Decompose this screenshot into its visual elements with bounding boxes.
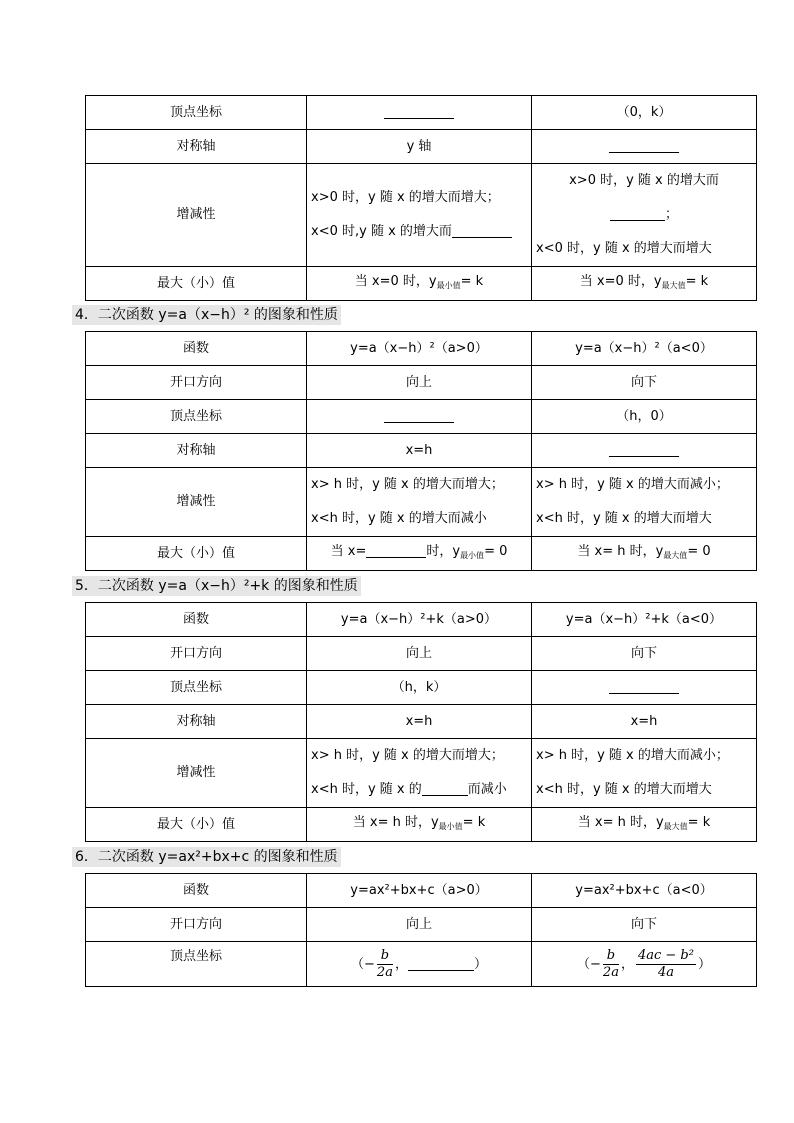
- monotonicity-line-2: [536, 198, 752, 232]
- table-y-a-x-h-squared: [85, 331, 757, 571]
- subscript: 最大值: [661, 280, 686, 290]
- extremum-value: = 0: [484, 543, 508, 559]
- numerator: 4ac − b²: [637, 947, 694, 963]
- axis-blank-cell: [532, 434, 757, 468]
- subscript: 最小值: [438, 821, 463, 831]
- monotonicity-text: x<0 时,y 随 x 的增大而: [311, 224, 452, 239]
- section-heading-6: 6．二次函数 y=ax²+bx+c 的图象和性质: [72, 847, 341, 867]
- extremum-text: 当 x=: [330, 543, 367, 559]
- subscript: 最小值: [436, 280, 461, 290]
- answer-blank: [422, 783, 468, 796]
- monotonicity-text: x<h 时，y 随 x 的: [311, 782, 422, 797]
- function-a-positive: y=a（x−h）²（a>0）: [307, 332, 532, 366]
- extremum-text: 当 x=0 时，y: [354, 273, 437, 289]
- extremum-min: [307, 267, 532, 301]
- monotonicity-label: 增减性: [86, 739, 307, 808]
- monotonicity-cell-a-positive: [307, 468, 532, 537]
- opening-label: 开口方向: [86, 366, 307, 400]
- extremum-max: [532, 537, 757, 571]
- monotonicity-line-1: x> h 时，y 随 x 的增大而减小；: [536, 748, 729, 763]
- table-y-ax2-bx-c: [85, 873, 757, 987]
- extremum-label: 最大（小）值: [86, 267, 307, 301]
- answer-blank: [609, 140, 679, 153]
- numerator: b: [603, 948, 619, 965]
- opening-down: 向下: [532, 908, 757, 942]
- answer-blank: [610, 208, 665, 221]
- extremum-max: [532, 808, 757, 842]
- extremum-label: 最大（小）值: [86, 537, 307, 571]
- comma: ，: [394, 956, 408, 972]
- paren-open: （: [577, 956, 591, 972]
- monotonicity-line-2: [311, 773, 527, 807]
- minus-sign: −: [364, 956, 375, 972]
- opening-down: 向下: [532, 366, 757, 400]
- monotonicity-line-2: x<h 时，y 随 x 的增大而增大: [536, 782, 712, 797]
- extremum-text: 当 x=0 时，y: [579, 273, 662, 289]
- monotonicity-cell-a-positive: [307, 739, 532, 808]
- function-a-negative: y=a（x−h）²+k（a<0）: [532, 603, 757, 637]
- extremum-label: 最大（小）值: [86, 808, 307, 842]
- function-a-negative: y=ax²+bx+c（a<0）: [532, 874, 757, 908]
- subscript: 最小值: [460, 550, 485, 560]
- minus-sign: −: [590, 956, 601, 972]
- extremum-text: 当 x= h 时，y: [577, 814, 664, 830]
- fraction-b-over-2a: [603, 948, 619, 981]
- axis-label: 对称轴: [86, 130, 307, 164]
- vertex-value: （h，0）: [532, 400, 757, 434]
- vertex-label: 顶点坐标: [86, 942, 307, 987]
- monotonicity-cell-a-negative: [532, 468, 757, 537]
- vertex-label: 顶点坐标: [86, 400, 307, 434]
- denominator: 2a: [602, 964, 619, 980]
- extremum-value: = k: [462, 814, 486, 830]
- extremum-min: [307, 808, 532, 842]
- table-y-ax2-k: [85, 95, 757, 301]
- subscript: 最大值: [663, 550, 688, 560]
- axis-label: 对称轴: [86, 705, 307, 739]
- monotonicity-label: 增减性: [86, 468, 307, 537]
- answer-blank: [384, 106, 454, 119]
- monotonicity-line-1: x>0 时，y 随 x 的增大而增大；: [311, 190, 500, 205]
- vertex-value: （0，k）: [532, 96, 757, 130]
- monotonicity-cell-a-negative: [532, 739, 757, 808]
- paren-close: ）: [473, 956, 487, 972]
- paren-close: ）: [697, 956, 711, 972]
- opening-label: 开口方向: [86, 908, 307, 942]
- extremum-text: 当 x= h 时，y: [352, 814, 439, 830]
- function-a-positive: y=a（x−h）²+k（a>0）: [307, 603, 532, 637]
- extremum-value: = k: [687, 814, 711, 830]
- function-a-negative: y=a（x−h）²（a<0）: [532, 332, 757, 366]
- monotonicity-line-1: x> h 时，y 随 x 的增大而增大；: [311, 748, 504, 763]
- extremum-value: = 0: [687, 543, 711, 559]
- vertex-blank-cell: [307, 96, 532, 130]
- axis-value: x=h: [307, 434, 532, 468]
- answer-blank: [384, 410, 454, 423]
- monotonicity-line-2: x<h 时，y 随 x 的增大而增大: [536, 511, 712, 526]
- monotonicity-cell-a-negative: [532, 164, 757, 267]
- denominator: 4a: [657, 964, 674, 980]
- monotonicity-line-1: x>0 时，y 随 x 的增大而: [569, 173, 719, 188]
- monotonicity-line-1: x> h 时，y 随 x 的增大而减小；: [536, 477, 729, 492]
- vertex-label: 顶点坐标: [86, 671, 307, 705]
- fraction-4ac-b2-over-4a: [636, 948, 696, 981]
- axis-label: 对称轴: [86, 434, 307, 468]
- paren-open: （: [351, 956, 365, 972]
- vertex-blank-cell: [307, 400, 532, 434]
- section-heading-4: 4．二次函数 y=a（x−h）² 的图象和性质: [72, 305, 341, 325]
- opening-up: 向上: [307, 908, 532, 942]
- numerator: b: [377, 948, 393, 965]
- axis-value: x=h: [532, 705, 757, 739]
- fraction-b-over-2a: [377, 948, 393, 981]
- vertex-a-negative: [532, 942, 757, 987]
- answer-blank: [609, 681, 679, 694]
- subscript: 最大值: [663, 821, 688, 831]
- vertex-value: （h，k）: [307, 671, 532, 705]
- function-label: 函数: [86, 874, 307, 908]
- answer-blank: [408, 958, 474, 971]
- function-a-positive: y=ax²+bx+c（a>0）: [307, 874, 532, 908]
- axis-value: x=h: [307, 705, 532, 739]
- opening-label: 开口方向: [86, 637, 307, 671]
- vertex-blank-cell: [532, 671, 757, 705]
- monotonicity-line-2: [311, 215, 527, 249]
- extremum-value: = k: [460, 273, 484, 289]
- extremum-text: 时，y: [426, 543, 461, 559]
- function-label: 函数: [86, 603, 307, 637]
- vertex-label: 顶点坐标: [86, 96, 307, 130]
- monotonicity-cell-a-positive: [307, 164, 532, 267]
- axis-value: y 轴: [307, 130, 532, 164]
- extremum-min: [307, 537, 532, 571]
- extremum-max: [532, 267, 757, 301]
- answer-blank: [452, 225, 512, 238]
- answer-blank: [609, 444, 679, 457]
- opening-up: 向上: [307, 366, 532, 400]
- monotonicity-line-1: x> h 时，y 随 x 的增大而增大；: [311, 477, 504, 492]
- section-heading-5: 5．二次函数 y=a（x−h）²+k 的图象和性质: [72, 576, 361, 596]
- opening-up: 向上: [307, 637, 532, 671]
- monotonicity-line-3: x<0 时，y 随 x 的增大而增大: [536, 241, 712, 256]
- denominator: 2a: [376, 964, 393, 980]
- extremum-value: = k: [685, 273, 709, 289]
- comma: ，: [620, 956, 634, 972]
- monotonicity-text: 而减小: [467, 782, 507, 797]
- axis-blank-cell: [532, 130, 757, 164]
- function-label: 函数: [86, 332, 307, 366]
- vertex-a-positive: [307, 942, 532, 987]
- answer-blank: [366, 545, 426, 558]
- semicolon: ；: [664, 207, 678, 222]
- monotonicity-line-2: x<h 时，y 随 x 的增大而减小: [311, 511, 487, 526]
- monotonicity-label: 增减性: [86, 164, 307, 267]
- extremum-text: 当 x= h 时，y: [577, 543, 664, 559]
- opening-down: 向下: [532, 637, 757, 671]
- table-y-a-x-h-squared-plus-k: [85, 602, 757, 842]
